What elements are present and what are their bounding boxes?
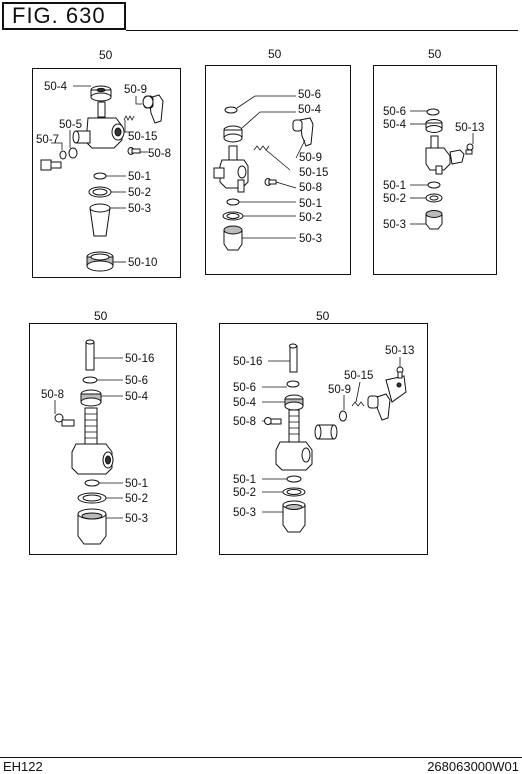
part-bolt: [41, 160, 61, 170]
p1-label-50-9: 50-9: [124, 84, 148, 96]
part-valve-body: [214, 160, 248, 192]
part-cup: [78, 509, 106, 544]
p4-label-50-16: 50-16: [125, 353, 155, 365]
p5-label-50-15: 50-15: [344, 370, 374, 382]
part-gasket: [426, 194, 442, 202]
p4-label-50-2: 50-2: [125, 493, 149, 505]
p5-label-50-16: 50-16: [233, 356, 263, 368]
part-o-ring: [94, 173, 106, 179]
p2-label-50-2: 50-2: [299, 212, 323, 224]
part-screw: [466, 144, 473, 154]
panel-3-label: 50: [428, 47, 442, 61]
p1-label-50-1: 50-1: [128, 171, 152, 183]
p5-label-50-2: 50-2: [233, 487, 257, 499]
part-fitting: [315, 425, 337, 439]
p4-label-50-4: 50-4: [125, 391, 149, 403]
p2-label-50-3: 50-3: [299, 233, 323, 245]
part-stem: [98, 102, 105, 117]
p1-label-50-2: 50-2: [128, 187, 152, 199]
part-o-ring: [428, 182, 440, 188]
part-o-ring: [287, 476, 301, 482]
part-stem: [229, 146, 237, 160]
p5-label-50-6: 50-6: [233, 382, 257, 394]
part-washer-small: [60, 151, 66, 159]
p2-label-50-9: 50-9: [299, 152, 323, 164]
part-nut: [81, 390, 101, 406]
p3-label-50-6: 50-6: [383, 106, 407, 118]
part-screw: [128, 148, 140, 155]
p1-label-50-15: 50-15: [128, 131, 158, 143]
part-gasket: [78, 493, 106, 503]
part-knob: [143, 95, 163, 123]
part-spring: [352, 402, 364, 406]
part-gasket: [89, 187, 111, 197]
footer-model: EH122: [3, 759, 43, 774]
part-o-ring-side: [340, 411, 347, 421]
p4-label-50-3: 50-3: [125, 513, 149, 525]
p4-label-50-6: 50-6: [125, 375, 149, 387]
p1-label-50-3: 50-3: [128, 203, 152, 215]
p3-label-50-4: 50-4: [383, 119, 407, 131]
panel-4-label: 50: [94, 309, 108, 323]
part-valve-body: [426, 148, 464, 174]
p4-label-50-8: 50-8: [41, 389, 65, 401]
p5-label-50-3: 50-3: [233, 507, 257, 519]
part-screw: [265, 418, 282, 425]
p5-label-50-4: 50-4: [233, 397, 257, 409]
part-o-ring-top: [427, 109, 439, 115]
panel-1-drawing: [36, 81, 171, 271]
part-stem: [431, 136, 438, 148]
p5-label-50-8: 50-8: [233, 416, 257, 428]
p1-label-50-7: 50-7: [36, 134, 60, 146]
figure-title: FIG. 630: [2, 2, 126, 30]
part-o-ring-top: [287, 381, 299, 387]
panel-5-drawing: [233, 344, 414, 532]
part-valve-body: [72, 408, 113, 474]
panel-5-label: 50: [316, 309, 330, 323]
panel-3-drawing: [383, 106, 484, 231]
footer-code: 268063000W01: [427, 759, 519, 774]
part-ring-nut: [87, 252, 113, 271]
part-o-ring: [227, 199, 239, 205]
p2-label-50-1: 50-1: [299, 198, 323, 210]
p5-label-50-9: 50-9: [328, 384, 352, 396]
p5-label-50-1: 50-1: [233, 474, 257, 486]
p3-label-50-13: 50-13: [455, 122, 485, 134]
p1-label-50-4: 50-4: [44, 81, 68, 93]
part-cup: [224, 226, 242, 250]
part-nut: [91, 86, 111, 101]
part-cup: [426, 211, 442, 230]
part-screw: [55, 414, 74, 426]
panel-4-drawing: [41, 340, 154, 544]
part-o-ring-top: [83, 377, 97, 383]
p2-label-50-4: 50-4: [298, 104, 322, 116]
part-gasket: [283, 488, 305, 496]
part-nut: [285, 395, 303, 410]
p2-label-50-6: 50-6: [298, 89, 322, 101]
p1-label-50-8: 50-8: [148, 148, 172, 160]
part-gasket: [223, 212, 243, 220]
part-nut: [224, 126, 242, 142]
part-nut: [426, 120, 442, 133]
part-knob: [368, 394, 390, 420]
p1-label-50-5: 50-5: [59, 119, 83, 131]
p3-label-50-2: 50-2: [383, 193, 407, 205]
part-knob: [293, 118, 313, 146]
p5-label-50-13: 50-13: [385, 345, 415, 357]
panel-1-label: 50: [99, 48, 113, 62]
p3-label-50-1: 50-1: [383, 180, 407, 192]
part-spring: [124, 116, 134, 120]
part-tube: [86, 340, 94, 370]
panel-2-label: 50: [268, 47, 282, 61]
part-o-ring: [85, 480, 99, 486]
panel-2-drawing: [214, 89, 328, 250]
p2-label-50-15: 50-15: [299, 167, 329, 179]
part-screw-top: [397, 367, 403, 378]
p3-label-50-3: 50-3: [383, 219, 407, 231]
part-spring: [254, 146, 269, 150]
p1-label-50-10: 50-10: [128, 257, 158, 269]
part-washer: [69, 148, 77, 158]
part-tube: [290, 344, 298, 372]
part-screw: [265, 179, 276, 186]
part-cup: [283, 501, 305, 532]
p2-label-50-8: 50-8: [299, 182, 323, 194]
p4-label-50-1: 50-1: [125, 478, 149, 490]
part-o-ring-top: [225, 107, 237, 113]
part-cup: [90, 204, 110, 236]
